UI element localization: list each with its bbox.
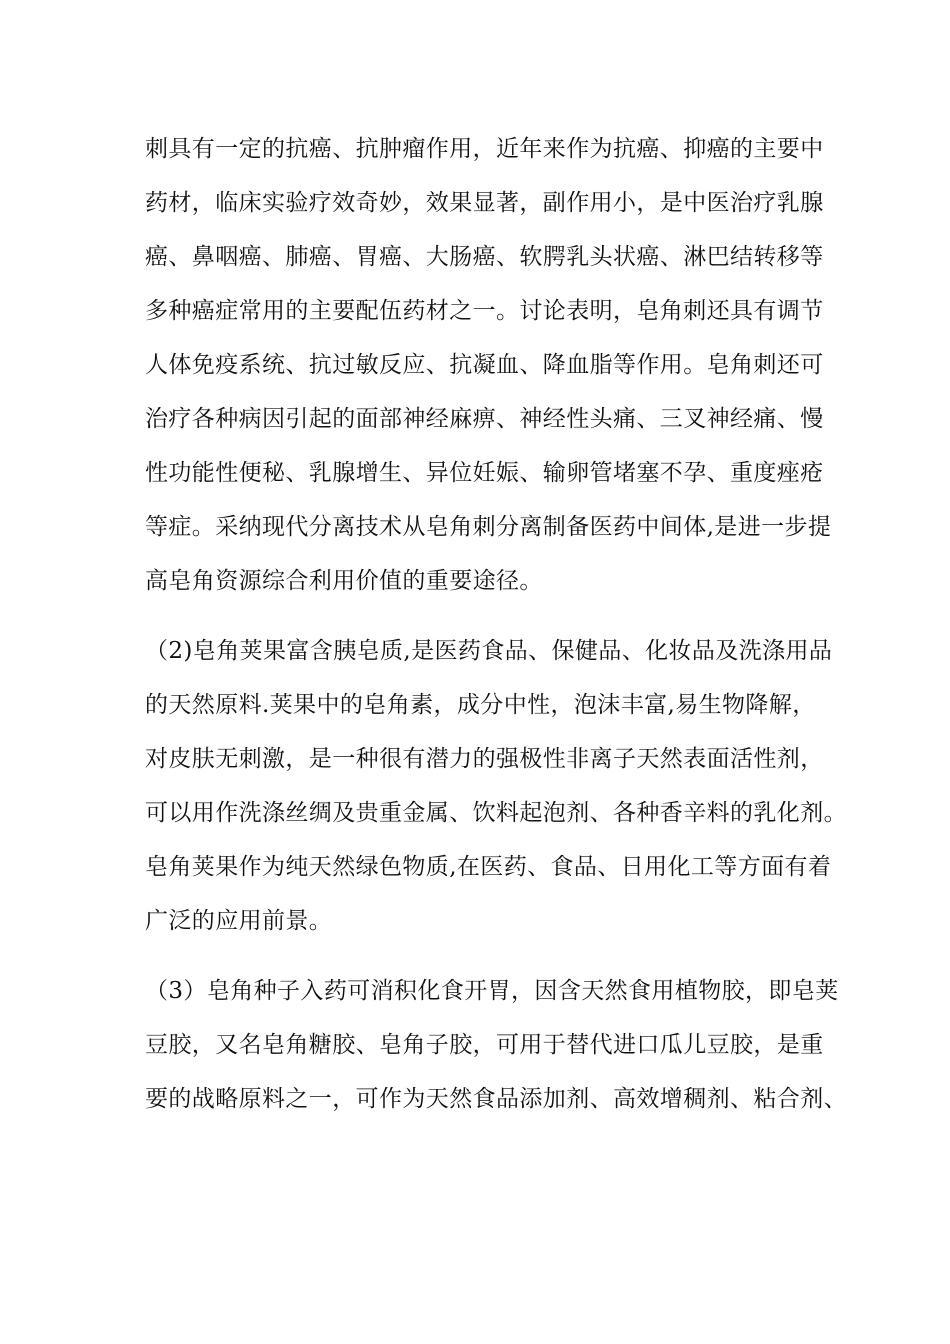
text-line: 性功能性便秘、乳腺增生、异位妊娠、输卵管堵塞不孕、重度痤疮 (145, 460, 824, 486)
text-line: 皂角荚果作为纯天然绿色物质,在医药、食品、日用化工等方面有着 (145, 854, 832, 880)
text-line: 等症。采纳现代分离技术从皂角刺分离制备医药中间体,是进一步提 (145, 514, 832, 540)
paragraph-3 (145, 964, 847, 1126)
text-line: 要的战略原料之一，可作为天然食品添加剂、高效增稠剂、粘合剂、 (145, 1086, 847, 1112)
text-line: 高皂角资源综合利用价值的重要途径。 (145, 568, 543, 594)
paragraph-spacer (145, 608, 825, 624)
text-line: 刺具有一定的抗癌、抗肿瘤作用，近年来作为抗癌、抑癌的主要中 (145, 136, 824, 162)
text-line: 人体免疫系统、抗过敏反应、抗凝血、降血脂等作用。皂角刺还可 (145, 352, 824, 378)
document-body (145, 122, 847, 1126)
text-line: 癌、鼻咽癌、肺癌、胃癌、大肠癌、软腭乳头状癌、淋巴结转移等 (145, 244, 824, 270)
paragraph-2 (145, 624, 847, 948)
paragraph-spacer (145, 948, 825, 964)
text-line: （2)皂角荚果富含胰皂质,是医药食品、保健品、化妆品及洗涤用品 (145, 638, 833, 664)
text-line: 广泛的应用前景。 (145, 908, 333, 934)
text-line: 多种癌症常用的主要配伍药材之一。讨论表明，皂角刺还具有调节 (145, 298, 824, 324)
text-line: 的天然原料.荚果中的皂角素，成分中性，泡沫丰富,易生物降解， (145, 692, 816, 718)
text-line: 药材，临床实验疗效奇妙，效果显著，副作用小，是中医治疗乳腺 (145, 190, 824, 216)
text-line: 对皮肤无刺激，是一种很有潜力的强极性非离子天然表面活性剂， (145, 746, 824, 772)
text-line: 治疗各种病因引起的面部神经麻痹、神经性头痛、三叉神经痛、慢 (145, 406, 824, 432)
text-line: 可以用作洗涤丝绸及贵重金属、饮料起泡剂、各种香辛料的乳化剂。 (145, 800, 847, 826)
text-line: 豆胶，又名皂角糖胶、皂角子胶，可用于替代进口瓜儿豆胶，是重 (145, 1032, 824, 1058)
paragraph-1 (145, 122, 832, 608)
text-line: （3）皂角种子入药可消积化食开胃，因含天然食用植物胶，即皂荚 (145, 978, 839, 1004)
